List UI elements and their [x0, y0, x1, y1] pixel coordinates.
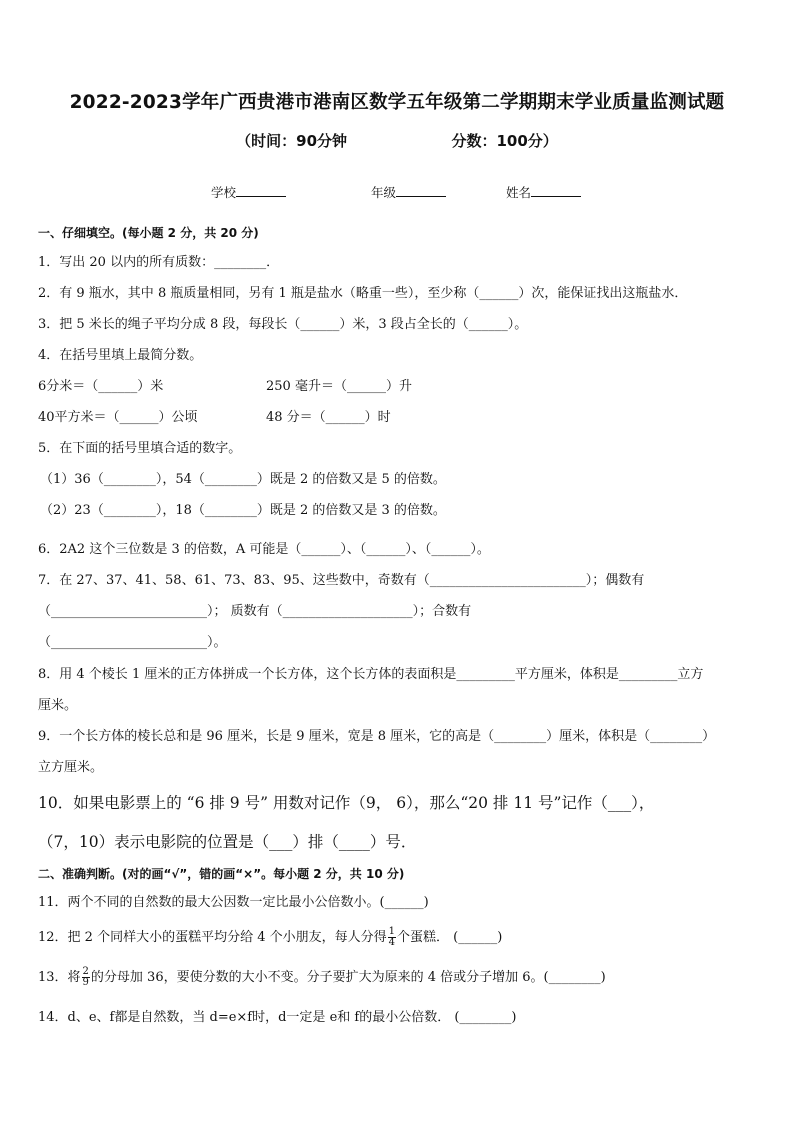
- question-4b: 250 毫升＝（______）升: [266, 379, 412, 394]
- question-12: [38, 926, 502, 948]
- grade-field[interactable]: [371, 183, 446, 201]
- question-4c: 40平方米＝（______）公顷: [38, 410, 198, 425]
- question-7-line-2: （________________________）； 质数有（____________________）；合数有: [38, 604, 472, 619]
- question-6: 6．2A2 这个三位数是 3 的倍数，A 可能是（______）、（______）、（______）。: [38, 542, 490, 557]
- question-9-line-2: 立方厘米。: [38, 760, 104, 775]
- question-13-text-after: 的分母加 36，要使分数的大小不变。分子要扩大为原来的 4 倍或分子增加 6。(________): [90, 970, 606, 985]
- question-4: 4．在括号里填上最简分数。: [38, 348, 203, 363]
- question-1: 1．写出 20 以内的所有质数：________．: [38, 255, 280, 270]
- question-12-text-before: 12．把 2 个同样大小的蛋糕平均分给 4 个小朋友，每人分得: [38, 930, 387, 945]
- school-blank[interactable]: [236, 183, 286, 197]
- fraction-one-quarter: [388, 927, 396, 948]
- question-11: 11．两个不同的自然数的最大公因数一定比最小公倍数小。(______): [38, 895, 429, 910]
- question-13: [38, 966, 606, 988]
- question-5: 5．在下面的括号里填合适的数字。: [38, 441, 242, 456]
- question-5b: （2）23（________），18（________）既是 2 的倍数又是 3 的倍数。: [40, 503, 446, 518]
- exam-title: 2022-2023学年广西贵港市港南区数学五年级第二学期期末学业质量监测试题: [69, 92, 725, 113]
- section-2-heading: 二、准确判断。(对的画“√”，错的画“×”。每小题 2 分，共 10 分): [38, 867, 405, 881]
- question-2: 2．有 9 瓶水，其中 8 瓶质量相同，另有 1 瓶是盐水（略重一些），至少称（______）次，能保证找出这瓶盐水．: [38, 286, 688, 301]
- question-7-line-3: （________________________）。: [38, 635, 227, 650]
- question-8-line-1: 8．用 4 个棱长 1 厘米的正方体拼成一个长方体，这个长方体的表面积是_________平方厘米，体积是_________立方: [38, 667, 704, 682]
- question-7-line-1: 7．在 27、37、41、58、61、73、83、95、这些数中，奇数有（________________________）；偶数有: [38, 573, 645, 588]
- grade-blank[interactable]: [396, 183, 446, 197]
- school-label: 学校: [211, 185, 237, 200]
- question-8-line-2: 厘米。: [38, 698, 78, 713]
- question-14: 14．d、e、f都是自然数，当 d=e×f时，d一定是 e和 f的最小公倍数． (________): [38, 1010, 517, 1025]
- fraction-denominator: 4: [388, 937, 395, 948]
- question-5a: （1）36（________），54（________）既是 2 的倍数又是 5 的倍数。: [40, 472, 446, 487]
- grade-label: 年级: [371, 185, 397, 200]
- question-10-line-1: 10．如果电影票上的 “6 排 9 号” 用数对记作（9， 6），那么“20 排 11 号”记作（___），: [38, 794, 655, 812]
- name-field[interactable]: [506, 183, 581, 201]
- section-1-heading: 一、仔细填空。(每小题 2 分，共 20 分): [38, 226, 259, 240]
- question-12-text-after: 个蛋糕． (______): [397, 930, 503, 945]
- school-field[interactable]: [211, 183, 286, 201]
- fraction-two-ninths: [82, 967, 90, 988]
- question-4a: 6分米＝（______）米: [38, 379, 164, 394]
- question-10-line-2: （7，10）表示电影院的位置是（___）排（____）号．: [38, 833, 417, 851]
- exam-subtitle: （时间：90分钟 分数：100分）: [236, 132, 558, 150]
- question-13-text-before: 13．将: [38, 970, 81, 985]
- question-4d: 48 分＝（______）时: [266, 410, 391, 425]
- question-9-line-1: 9．一个长方体的棱长总和是 96 厘米，长是 9 厘米，宽是 8 厘米，它的高是（________）厘米，体积是（________）: [38, 729, 716, 744]
- name-label: 姓名: [506, 185, 532, 200]
- name-blank[interactable]: [531, 183, 581, 197]
- fraction-numerator: 1: [388, 926, 395, 937]
- fraction-numerator: 2: [82, 966, 89, 977]
- fraction-denominator: 9: [82, 977, 89, 988]
- question-3: 3．把 5 米长的绳子平均分成 8 段，每段长（______）米，3 段占全长的（______）。: [38, 317, 528, 332]
